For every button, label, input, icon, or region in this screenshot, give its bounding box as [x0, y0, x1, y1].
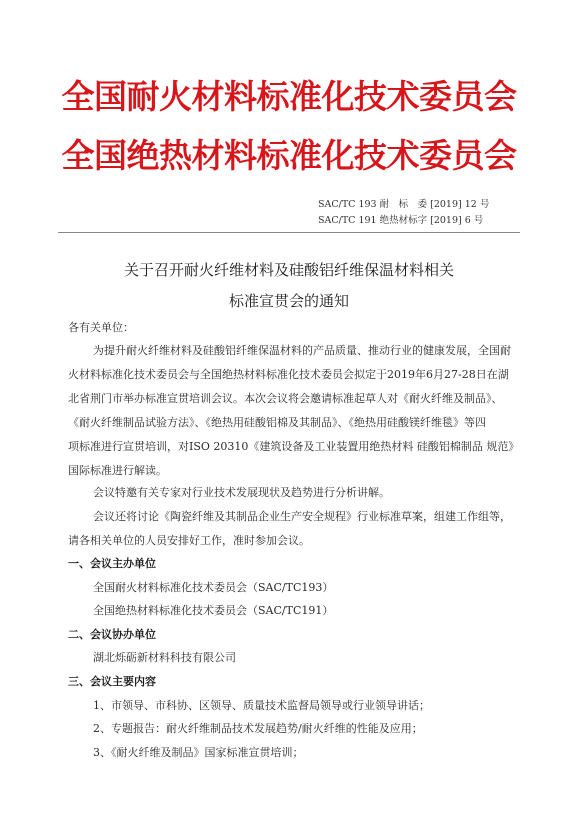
agenda-item: 1、市领导、市科协、区领导、质量技术监督局领导或行业领导讲话； — [93, 699, 430, 712]
paragraph-1-line: 为提升耐火纤维材料及硅酸铝纤维保温材料的产品质量、推动行业的健康发展，全国耐 — [93, 344, 511, 357]
letterhead-line-2: 全国绝热材料标准化技术委员会 — [61, 136, 517, 175]
letterhead-line-1: 全国耐火材料标准化技术委员会 — [61, 77, 517, 116]
notice-title-line-2: 标准宣贯会的通知 — [228, 292, 349, 310]
doc-number-2: SAC/TC 191 绝热材标字 [2019] 6 号 — [318, 215, 484, 226]
paragraph-2-line: 会议特邀有关专家对行业技术发展现状及趋势进行分析讲解。 — [93, 486, 390, 499]
paragraph-1-line: 项标准进行宣贯培训，对ISO 20310《建筑设备及工业装置用绝热材料 硅酸铝棉制品 规范》 — [68, 440, 520, 453]
paragraph-1-line: 《耐火纤维制品试验方法》、《绝热用硅酸铝棉及其制品》、《绝热用硅酸镁纤维毯》等四 — [68, 416, 486, 429]
header-divider — [58, 232, 520, 233]
section-heading-agenda: 三、会议主要内容 — [68, 675, 156, 688]
paragraph-3-line: 会议还将讨论《陶瓷纤维及其制品企业生产安全规程》行业标准草案，组建工作组等， — [93, 510, 511, 523]
organizer-item: 全国耐火材料标准化技术委员会（SAC/TC193） — [93, 581, 334, 594]
paragraph-1-line: 火材料标准化技术委员会与全国绝热材料标准化技术委员会拟定于2019年6月27-28日在湖 — [68, 368, 509, 381]
agenda-item: 2、专题报告：耐火纤维制品技术发展趋势/耐火纤维的性能及应用； — [93, 722, 423, 735]
agenda-item: 3、《耐火纤维及制品》国家标准宣贯培训； — [93, 746, 304, 759]
doc-number-1: SAC/TC 193 耐 标 委 [2019] 12 号 — [318, 199, 490, 210]
section-heading-co-organizers: 二、会议协办单位 — [68, 628, 156, 641]
salutation: 各有关单位： — [68, 321, 134, 334]
co-organizer-item: 湖北烁砺新材料科技有限公司 — [93, 651, 236, 664]
paragraph-1-line: 国际标准进行解读。 — [68, 464, 167, 477]
paragraph-3-line: 请各相关单位的人员安排好工作，准时参加会议。 — [68, 534, 310, 547]
paragraph-1-line: 北省荆门市举办标准宣贯培训会议。本次会议将会邀请标准起草人对《耐火纤维及制品》、 — [68, 392, 503, 405]
notice-title-line-1: 关于召开耐火纤维材料及硅酸铝纤维保温材料相关 — [123, 261, 454, 279]
section-heading-organizers: 一、会议主办单位 — [68, 557, 156, 570]
organizer-item: 全国绝热材料标准化技术委员会（SAC/TC191） — [93, 604, 334, 617]
